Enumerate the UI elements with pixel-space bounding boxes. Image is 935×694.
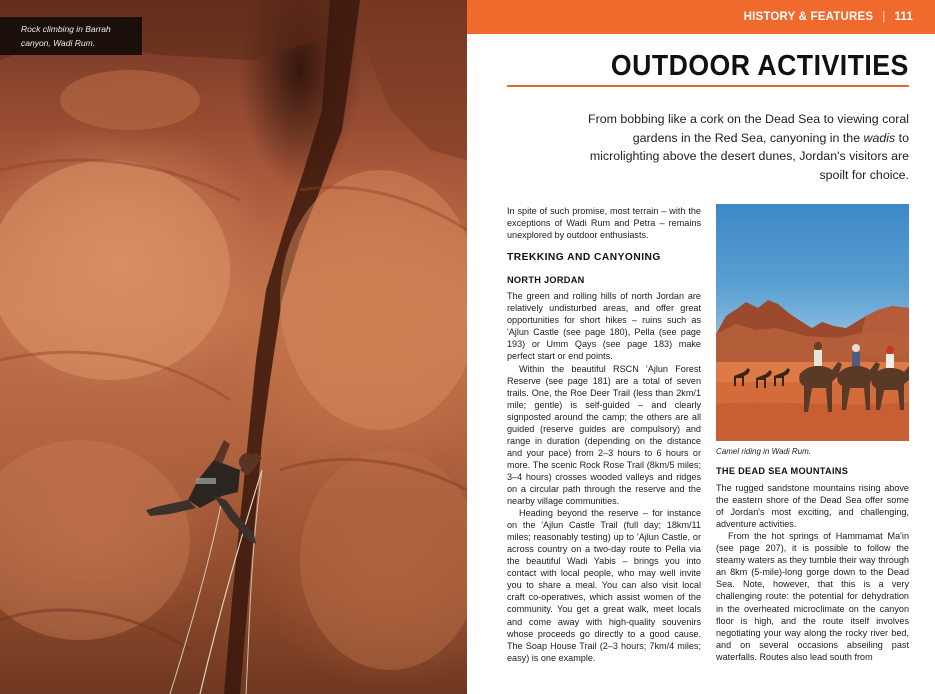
paragraph: The rugged sandstone mountains rising above the eastern shore of the Dead Sea offer some of Jordan's most exciting, and challenging, adventure activities. [716,483,909,530]
intro-text-end: to microlighting above the desert dunes, Jordan's visitors are spoilt for choice. [589,130,909,183]
intro-italic: wadis [863,130,896,145]
section-heading: TREKKING AND CANYONING [507,252,661,264]
left-column [507,205,701,664]
paragraph: Within the beautiful RSCN 'Ajlun Forest Reserve (see page 181) are a total of seven trails. One, the Roe Deer Trail (less than 2km/1 mile; gentle) is self-guided – and clearly signposted around the camp; the others are all guided (reserve guides are compulsory) and range in duration (depending on the distance and your pace) from 2–3 hours to 6 hours or more. The scenic Rock Rose Trail (8km/5 miles; 3–4 hours) crosses wooded valleys and ridges on a circular path through the reserve and the nearby village communities. [507,363,701,507]
photo-caption-left: Rock climbing in Barrah canyon, Wadi Rum. [0,17,142,55]
subheading-dead-sea: THE DEAD SEA MOUNTAINS [716,466,849,476]
camel-photo-caption: Camel riding in Wadi Rum. [716,447,811,456]
climbing-photo [0,0,467,694]
page-number: 111 [894,11,913,23]
intro-text: From bobbing like a cork on the Dead Sea to viewing coral gardens in the Red Sea, canyoning in the [588,112,909,145]
text-page [467,0,935,694]
chapter-title: OUTDOOR ACTIVITIES [611,50,909,82]
lead-paragraph: In spite of such promise, most terrain – with the exceptions of Wadi Rum and Petra – remains unexplored by outdoor enthusiasts. [507,206,701,241]
camel-photo [716,204,909,441]
rock-climbing-illustration [0,0,467,694]
title-rule [507,85,909,87]
header-separator: | [882,11,886,23]
paragraph: Heading beyond the reserve – for instance on the 'Ajlun Castle Trail (full day; 18km/11 miles; reasonably testing) up to 'Ajlun Castle, or across country on a two-day route to Pella via the beautiful Wadi Yabis – brings you into contact with local people, who may well invite you to share a meal. You can also visit local craft co-operatives, which assist women of the community. You get a great walk, meet locals and come away with high-quality souvenirs whose proceeds go directly to a good cause. The Soap House Trail (2–3 hours; 7km/4 miles; easy) is one example. [507,508,701,663]
chapter-intro [579,110,909,185]
paragraph: From the hot springs of Hammamat Ma'in (see page 207), it is possible to follow the steamy waters as they tumble their way through an 8km (5-mile)-long gorge down to the Dead Sea. Note, however, that this is a very challenging route: the potential for dehydration in the overheated microclimate on the canyon floor is high, and the route itself involves negotiating your way along the rocky river bed, and on several occasions abseiling past waterfalls. Routes also lead south from [716,531,909,662]
paragraph: The green and rolling hills of north Jordan are relatively undisturbed areas, and offer great opportunities for short hikes – ruins such as 'Ajlun Castle (see page 180), Pella (see page 193) or Umm Qays (see page 183) make perfect start or end points. [507,291,701,362]
running-header [467,0,935,34]
section-label: HISTORY & FEATURES [743,11,874,23]
right-column [716,465,909,663]
camel-riding-illustration [716,204,909,441]
subheading-north-jordan: NORTH JORDAN [507,275,585,286]
